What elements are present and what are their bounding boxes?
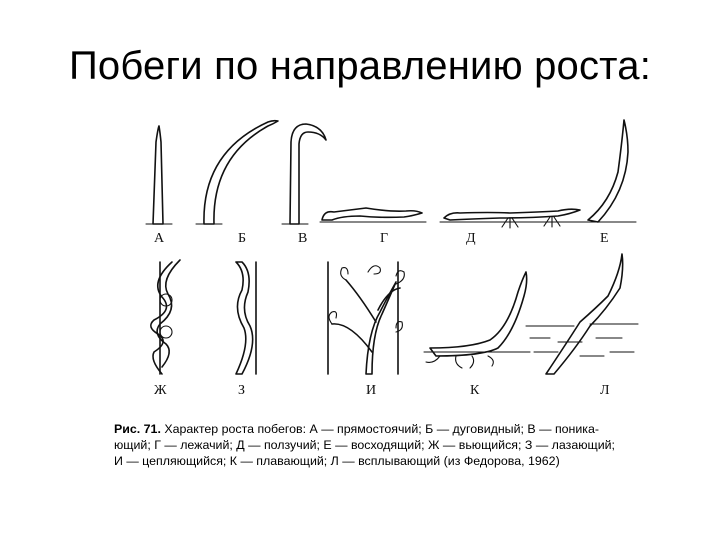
- caption-line-1-text: Характер роста побегов: А — прямостоячий; Б — дуговидный; В — поника-: [164, 422, 600, 436]
- shoot-arched-drawing: [196, 121, 278, 224]
- shoot-ascending-drawing: [580, 120, 636, 222]
- label-a: А: [154, 231, 165, 246]
- caption-line-1: [114, 421, 674, 437]
- slide-title: Побеги по направлению роста:: [68, 44, 652, 88]
- shoot-clinging-drawing: [328, 262, 404, 374]
- shoot-growth-figure: [110, 112, 670, 402]
- shoot-emerging-drawing: [526, 254, 638, 374]
- shoot-lying-drawing: [320, 208, 426, 222]
- shoot-twining-drawing: [151, 260, 180, 374]
- shoot-creeping-drawing: [440, 209, 586, 228]
- label-k: К: [470, 383, 480, 398]
- shoot-drooping-drawing: [282, 124, 326, 224]
- figure-caption: [114, 421, 674, 469]
- label-zh: Ж: [154, 383, 167, 398]
- label-z: З: [238, 383, 246, 398]
- label-d: Д: [466, 231, 476, 246]
- label-v: В: [298, 231, 308, 246]
- shoot-climbing-drawing: [236, 262, 256, 374]
- caption-figure-number: Рис. 71.: [114, 422, 161, 436]
- label-e: Е: [600, 231, 609, 246]
- caption-line-2: ющий; Г — лежачий; Д — ползучий; Е — восходящий; Ж — вьющийся; З — лазающий;: [114, 438, 615, 452]
- label-i: И: [366, 383, 377, 398]
- shoot-upright-drawing: [146, 126, 172, 224]
- label-g: Г: [380, 231, 389, 246]
- label-b: Б: [238, 231, 247, 246]
- caption-line-3: И — цепляющийся; К — плавающий; Л — всплывающий (из Федорова, 1962): [114, 454, 560, 468]
- label-l: Л: [600, 383, 610, 398]
- shoot-floating-drawing: [424, 272, 530, 368]
